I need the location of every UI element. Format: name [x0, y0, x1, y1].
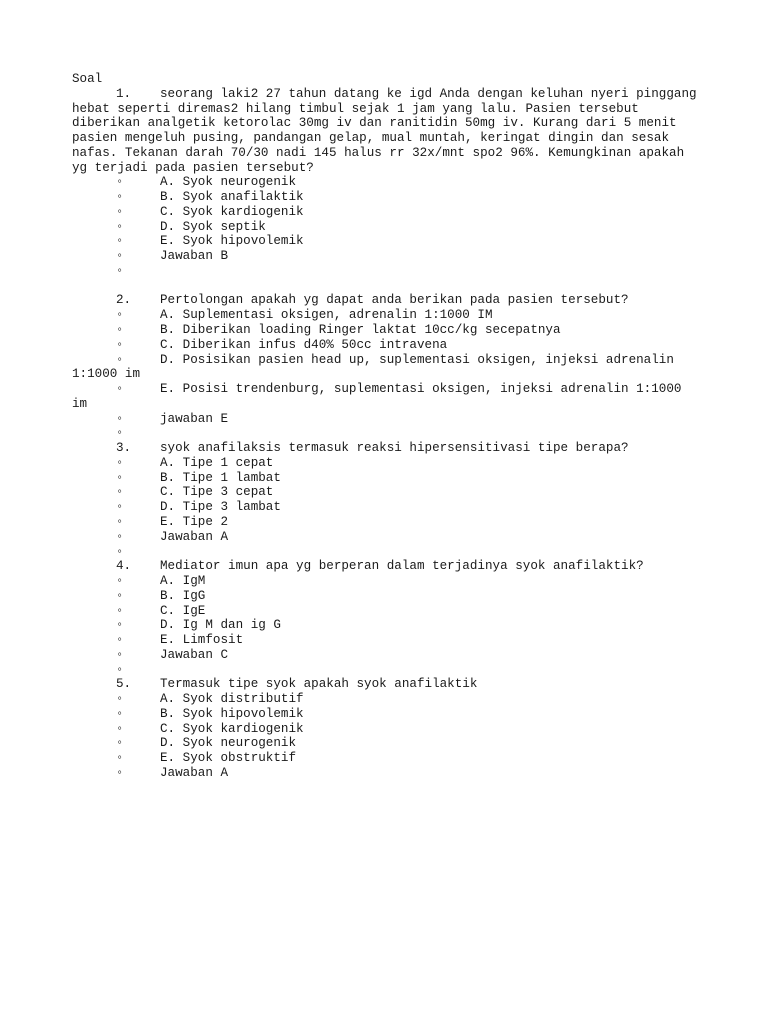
option-text: B. Diberikan loading Ringer laktat 10cc/kg secepatnya	[160, 323, 561, 338]
bullet-icon: ◦	[116, 633, 124, 648]
option-item	[72, 692, 712, 707]
bullet-icon: ◦	[116, 485, 124, 500]
question-1-line-1	[72, 87, 712, 102]
option-text: A. Syok neurogenik	[160, 175, 297, 190]
bullet-icon: ◦	[116, 219, 124, 234]
option-text: A. IgM	[160, 574, 206, 589]
question-number: 4.	[116, 559, 132, 574]
option-continuation: im	[72, 396, 88, 411]
question-number: 1.	[116, 86, 132, 101]
answer-item	[72, 530, 712, 545]
document-title: Soal	[72, 72, 103, 86]
option-item	[72, 633, 712, 648]
option-text: B. IgG	[160, 588, 206, 603]
option-item	[72, 308, 712, 323]
answer-text: Jawaban A	[160, 529, 229, 544]
question-text: Termasuk tipe syok apakah syok anafilaktik	[160, 677, 478, 692]
answer-text: jawaban E	[160, 411, 229, 426]
question-text-line: hebat seperti diremas2 hilang timbul sejak 1 jam yang lalu. Pasien tersebut	[72, 101, 639, 116]
answer-item	[72, 249, 712, 264]
bullet-icon: ◦	[116, 529, 124, 544]
empty-bullet-item	[72, 545, 712, 560]
option-item	[72, 589, 712, 604]
question-text-line: nafas. Tekanan darah 70/30 nadi 145 halus rr 32x/mnt spo2 96%. Kemungkinan apakah	[72, 145, 685, 160]
option-text: E. Limfosit	[160, 633, 244, 648]
option-item	[72, 485, 712, 500]
question-5	[72, 677, 712, 780]
option-item	[72, 190, 712, 205]
bullet-icon: ◦	[116, 426, 124, 441]
option-item	[72, 574, 712, 589]
bullet-icon: ◦	[116, 662, 124, 677]
question-number: 2.	[116, 293, 132, 308]
answer-text: Jawaban A	[160, 765, 229, 780]
option-text: A. Suplementasi oksigen, adrenalin 1:1000 IM	[160, 308, 493, 323]
option-text: D. Syok septik	[160, 219, 266, 234]
answer-item	[72, 648, 712, 663]
option-item	[72, 515, 712, 530]
bullet-icon: ◦	[116, 190, 124, 205]
question-text: Mediator imun apa yg berperan dalam terjadinya syok anafilaktik?	[160, 559, 644, 574]
option-text: C. Tipe 3 cepat	[160, 485, 274, 500]
question-1	[72, 87, 712, 294]
bullet-icon: ◦	[116, 249, 124, 264]
bullet-icon: ◦	[116, 204, 124, 219]
option-item	[72, 751, 712, 766]
empty-bullet-item	[72, 426, 712, 441]
option-item	[72, 707, 712, 722]
option-text: E. Posisi trendenburg, suplementasi oksigen, injeksi adrenalin 1:1000	[160, 382, 682, 397]
bullet-icon: ◦	[116, 455, 124, 470]
bullet-icon: ◦	[116, 721, 124, 736]
option-text: B. Syok anafilaktik	[160, 190, 304, 205]
question-2-line-1	[72, 293, 712, 308]
bullet-icon: ◦	[116, 500, 124, 515]
question-4-line-1	[72, 559, 712, 574]
option-text: D. Ig M dan ig G	[160, 618, 281, 633]
blank-line	[72, 279, 712, 294]
option-item	[72, 736, 712, 751]
option-text: C. Diberikan infus d40% 50cc intravena	[160, 337, 448, 352]
option-continuation: 1:1000 im	[72, 367, 141, 382]
question-text-line: pasien mengeluh pusing, pandangan gelap, mual muntah, keringat dingin dan sesak	[72, 131, 670, 146]
answer-text: Jawaban C	[160, 647, 229, 662]
bullet-icon: ◦	[116, 647, 124, 662]
question-number: 3.	[116, 441, 132, 456]
option-text: C. Syok kardiogenik	[160, 721, 304, 736]
option-text: B. Tipe 1 lambat	[160, 470, 281, 485]
option-text: B. Syok hipovolemik	[160, 706, 304, 721]
option-text: C. Syok kardiogenik	[160, 204, 304, 219]
empty-bullet-item	[72, 663, 712, 678]
bullet-icon: ◦	[116, 411, 124, 426]
bullet-icon: ◦	[116, 352, 124, 367]
option-item	[72, 500, 712, 515]
option-item	[72, 382, 712, 397]
bullet-icon: ◦	[116, 234, 124, 249]
answer-item	[72, 412, 712, 427]
bullet-icon: ◦	[116, 588, 124, 603]
bullet-icon: ◦	[116, 263, 124, 278]
question-text-line: yg terjadi pada pasien tersebut?	[72, 160, 314, 175]
option-item	[72, 471, 712, 486]
option-item	[72, 722, 712, 737]
option-item	[72, 205, 712, 220]
bullet-icon: ◦	[116, 618, 124, 633]
bullet-icon: ◦	[116, 514, 124, 529]
option-item	[72, 234, 712, 249]
option-text: A. Tipe 1 cepat	[160, 455, 274, 470]
bullet-icon: ◦	[116, 175, 124, 190]
answer-item	[72, 766, 712, 781]
option-item	[72, 175, 712, 190]
option-text: D. Syok neurogenik	[160, 736, 297, 751]
option-item	[72, 604, 712, 619]
option-item	[72, 338, 712, 353]
bullet-icon: ◦	[116, 308, 124, 323]
option-item	[72, 618, 712, 633]
bullet-icon: ◦	[116, 765, 124, 780]
question-3	[72, 441, 712, 559]
answer-text: Jawaban B	[160, 249, 229, 264]
question-text: Pertolongan apakah yg dapat anda berikan pada pasien tersebut?	[160, 293, 629, 308]
option-item	[72, 323, 712, 338]
bullet-icon: ◦	[116, 470, 124, 485]
option-text: E. Syok obstruktif	[160, 751, 297, 766]
question-text: seorang laki2 27 tahun datang ke igd Anda dengan keluhan nyeri pinggang	[160, 86, 697, 101]
document-body	[72, 72, 712, 781]
option-item	[72, 220, 712, 235]
bullet-icon: ◦	[116, 323, 124, 338]
option-text: D. Tipe 3 lambat	[160, 500, 281, 515]
bullet-icon: ◦	[116, 603, 124, 618]
option-text: E. Tipe 2	[160, 514, 229, 529]
bullet-icon: ◦	[116, 337, 124, 352]
bullet-icon: ◦	[116, 544, 124, 559]
question-2	[72, 293, 712, 441]
bullet-icon: ◦	[116, 574, 124, 589]
option-text: D. Posisikan pasien head up, suplementasi oksigen, injeksi adrenalin	[160, 352, 674, 367]
question-4	[72, 559, 712, 677]
empty-bullet-item	[72, 264, 712, 279]
question-number: 5.	[116, 677, 132, 692]
option-item	[72, 353, 712, 368]
option-text: A. Syok distributif	[160, 692, 304, 707]
bullet-icon: ◦	[116, 382, 124, 397]
question-3-line-1	[72, 441, 712, 456]
bullet-icon: ◦	[116, 751, 124, 766]
option-text: C. IgE	[160, 603, 206, 618]
question-text-line: diberikan analgetik ketorolac 30mg iv dan ranitidin 50mg iv. Kurang dari 5 menit	[72, 116, 677, 131]
bullet-icon: ◦	[116, 706, 124, 721]
option-text: E. Syok hipovolemik	[160, 234, 304, 249]
bullet-icon: ◦	[116, 736, 124, 751]
question-5-line-1	[72, 677, 712, 692]
question-text: syok anafilaksis termasuk reaksi hipersensitivasi tipe berapa?	[160, 441, 629, 456]
option-item	[72, 456, 712, 471]
bullet-icon: ◦	[116, 692, 124, 707]
